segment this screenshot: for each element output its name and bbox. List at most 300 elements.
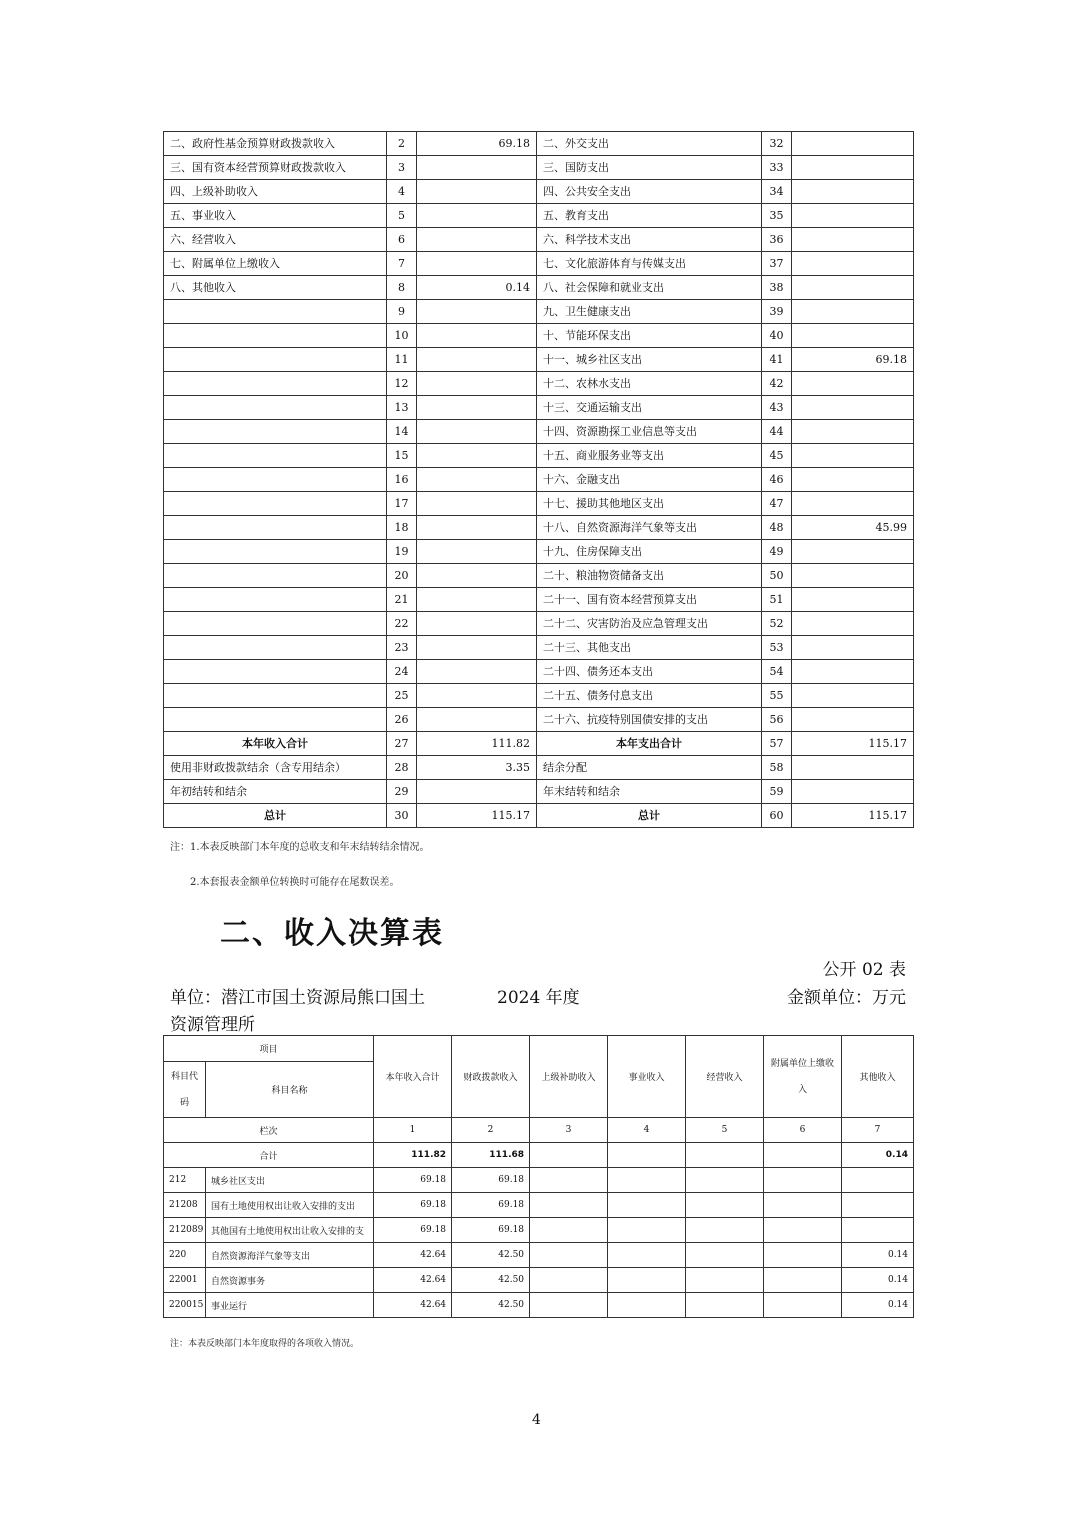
- expense-line-number: 58: [762, 756, 792, 780]
- table-row: [164, 396, 914, 420]
- income-amount: [417, 156, 537, 180]
- expense-item: 七、文化旅游体育与传媒支出: [537, 252, 762, 276]
- expense-item: 二十一、国有资本经营预算支出: [537, 588, 762, 612]
- income-item: [164, 372, 387, 396]
- expense-item: 九、卫生健康支出: [537, 300, 762, 324]
- expense-line-number: 49: [762, 540, 792, 564]
- income-amount: [417, 228, 537, 252]
- income-value: 42.50: [452, 1268, 530, 1293]
- header-col-4: 事业收入: [608, 1036, 686, 1118]
- income-line-number: 22: [387, 612, 417, 636]
- header-project: 项目: [164, 1036, 374, 1062]
- expense-line-number: 50: [762, 564, 792, 588]
- expense-item: 三、国防支出: [537, 156, 762, 180]
- income-value: [764, 1293, 842, 1318]
- income-amount: [417, 492, 537, 516]
- income-value: [842, 1218, 914, 1243]
- income-amount: 115.17: [417, 804, 537, 828]
- income-value: 69.18: [374, 1193, 452, 1218]
- expense-line-number: 40: [762, 324, 792, 348]
- expense-line-number: 51: [762, 588, 792, 612]
- expense-line-number: 42: [762, 372, 792, 396]
- income-value: [764, 1218, 842, 1243]
- income-line-number: 18: [387, 516, 417, 540]
- col-num-2: 2: [452, 1118, 530, 1143]
- expense-amount: [792, 468, 914, 492]
- expense-item: 二十五、债务付息支出: [537, 684, 762, 708]
- expense-line-number: 32: [762, 132, 792, 156]
- table-row: [164, 1168, 914, 1193]
- income-item: 三、国有资本经营预算财政拨款收入: [164, 156, 387, 180]
- income-line-number: 30: [387, 804, 417, 828]
- income-item: 五、事业收入: [164, 204, 387, 228]
- total-value-7: 0.14: [842, 1143, 914, 1168]
- income-item: 本年收入合计: [164, 732, 387, 756]
- expense-amount: [792, 564, 914, 588]
- header-col-2: 财政拨款收入: [452, 1036, 530, 1118]
- income-amount: [417, 612, 537, 636]
- expense-line-number: 36: [762, 228, 792, 252]
- table1-note-2: 2.本套报表金额单位转换时可能存在尾数误差。: [190, 877, 400, 888]
- expense-line-number: 38: [762, 276, 792, 300]
- income-item: [164, 300, 387, 324]
- income-value: [530, 1268, 608, 1293]
- table-row: [164, 660, 914, 684]
- table-row: [164, 1243, 914, 1268]
- income-line-number: 28: [387, 756, 417, 780]
- income-item: [164, 708, 387, 732]
- expense-line-number: 53: [762, 636, 792, 660]
- expense-line-number: 35: [762, 204, 792, 228]
- table-row: [164, 588, 914, 612]
- expense-amount: [792, 204, 914, 228]
- expense-item: 五、教育支出: [537, 204, 762, 228]
- subject-code: 220: [164, 1243, 206, 1268]
- expense-item: 八、社会保障和就业支出: [537, 276, 762, 300]
- header-col-1: 本年收入合计: [374, 1036, 452, 1118]
- expense-amount: [792, 396, 914, 420]
- income-amount: 69.18: [417, 132, 537, 156]
- header-col-5: 经营收入: [686, 1036, 764, 1118]
- income-item: 八、其他收入: [164, 276, 387, 300]
- income-line-number: 21: [387, 588, 417, 612]
- header-col-7: 其他收入: [842, 1036, 914, 1118]
- expense-amount: [792, 276, 914, 300]
- expense-amount: [792, 444, 914, 468]
- page-number: 4: [532, 1412, 541, 1428]
- income-item: [164, 684, 387, 708]
- income-value: 42.50: [452, 1293, 530, 1318]
- total-value-5: [686, 1143, 764, 1168]
- income-amount: [417, 684, 537, 708]
- income-line-number: 2: [387, 132, 417, 156]
- expense-item: 十八、自然资源海洋气象等支出: [537, 516, 762, 540]
- income-amount: [417, 588, 537, 612]
- income-value: [842, 1193, 914, 1218]
- subject-code: 212: [164, 1168, 206, 1193]
- expense-amount: [792, 636, 914, 660]
- expense-item: 十一、城乡社区支出: [537, 348, 762, 372]
- total-label: 合计: [164, 1143, 374, 1168]
- income-amount: [417, 420, 537, 444]
- income-value: [530, 1218, 608, 1243]
- expense-line-number: 46: [762, 468, 792, 492]
- income-item: [164, 492, 387, 516]
- income-item: 二、政府性基金预算财政拨款收入: [164, 132, 387, 156]
- income-amount: [417, 540, 537, 564]
- subject-name: 自然资源海洋气象等支出: [206, 1243, 374, 1268]
- subject-name: 城乡社区支出: [206, 1168, 374, 1193]
- income-value: [608, 1218, 686, 1243]
- income-value: [764, 1268, 842, 1293]
- unit-label: 单位：潜江市国土资源局熊口国土: [170, 988, 425, 1008]
- expense-item: 十四、资源勘探工业信息等支出: [537, 420, 762, 444]
- table-row: [164, 492, 914, 516]
- expense-item: 十七、援助其他地区支出: [537, 492, 762, 516]
- expense-line-number: 52: [762, 612, 792, 636]
- income-item: [164, 396, 387, 420]
- income-line-number: 9: [387, 300, 417, 324]
- expense-amount: [792, 492, 914, 516]
- expense-line-number: 56: [762, 708, 792, 732]
- table-row: [164, 252, 914, 276]
- income-amount: [417, 564, 537, 588]
- table-row: [164, 756, 914, 780]
- income-value: [608, 1293, 686, 1318]
- expense-item: 二十六、抗疫特别国债安排的支出: [537, 708, 762, 732]
- table-row: [164, 780, 914, 804]
- income-item: 年初结转和结余: [164, 780, 387, 804]
- income-line-number: 12: [387, 372, 417, 396]
- expense-line-number: 39: [762, 300, 792, 324]
- expense-item: 总计: [537, 804, 762, 828]
- expense-item: 十九、住房保障支出: [537, 540, 762, 564]
- table-row: [164, 564, 914, 588]
- header-col-6: 附属单位上缴收入: [764, 1036, 842, 1118]
- subject-code: 22001: [164, 1268, 206, 1293]
- income-value: 0.14: [842, 1293, 914, 1318]
- income-value: 42.50: [452, 1243, 530, 1268]
- income-value: 69.18: [452, 1218, 530, 1243]
- income-expense-summary-table: [163, 131, 914, 828]
- expense-amount: [792, 588, 914, 612]
- income-value: [686, 1193, 764, 1218]
- expense-line-number: 43: [762, 396, 792, 420]
- table-row: [164, 1293, 914, 1318]
- income-value: 69.18: [374, 1168, 452, 1193]
- income-line-number: 4: [387, 180, 417, 204]
- income-amount: [417, 348, 537, 372]
- expense-line-number: 45: [762, 444, 792, 468]
- income-value: [608, 1193, 686, 1218]
- total-value-1: 111.82: [374, 1143, 452, 1168]
- expense-amount: [792, 684, 914, 708]
- expense-amount: [792, 156, 914, 180]
- table-row: [164, 612, 914, 636]
- expense-amount: 45.99: [792, 516, 914, 540]
- income-item: [164, 636, 387, 660]
- income-line-number: 11: [387, 348, 417, 372]
- income-amount: [417, 252, 537, 276]
- income-line-number: 17: [387, 492, 417, 516]
- income-value: [608, 1268, 686, 1293]
- income-line-number: 5: [387, 204, 417, 228]
- income-amount: [417, 444, 537, 468]
- table-row: [164, 636, 914, 660]
- income-value: [686, 1268, 764, 1293]
- table-row: [164, 324, 914, 348]
- income-value: 0.14: [842, 1243, 914, 1268]
- total-value-3: [530, 1143, 608, 1168]
- expense-amount: [792, 228, 914, 252]
- table-row: [164, 204, 914, 228]
- income-item: 六、经营收入: [164, 228, 387, 252]
- expense-amount: 115.17: [792, 804, 914, 828]
- table-row: [164, 444, 914, 468]
- subject-name: 自然资源事务: [206, 1268, 374, 1293]
- income-value: [686, 1293, 764, 1318]
- income-value: [686, 1218, 764, 1243]
- expense-line-number: 44: [762, 420, 792, 444]
- income-item: 使用非财政拨款结余（含专用结余）: [164, 756, 387, 780]
- income-amount: [417, 708, 537, 732]
- income-value: 42.64: [374, 1293, 452, 1318]
- expense-amount: [792, 132, 914, 156]
- unit-label-line2: 资源管理所: [170, 1015, 255, 1035]
- income-amount: [417, 396, 537, 420]
- income-line-number: 10: [387, 324, 417, 348]
- subject-name: 其他国有土地使用权出让收入安排的支: [206, 1218, 374, 1243]
- income-amount: [417, 324, 537, 348]
- expense-amount: 115.17: [792, 732, 914, 756]
- income-line-number: 24: [387, 660, 417, 684]
- header-name: 科目名称: [206, 1062, 374, 1118]
- income-line-number: 15: [387, 444, 417, 468]
- income-value: 69.18: [374, 1218, 452, 1243]
- expense-amount: [792, 180, 914, 204]
- table-row: [164, 540, 914, 564]
- expense-amount: [792, 252, 914, 276]
- table-row: [164, 732, 914, 756]
- expense-item: 二、外交支出: [537, 132, 762, 156]
- income-value: 69.18: [452, 1193, 530, 1218]
- expense-amount: [792, 300, 914, 324]
- income-value: [764, 1193, 842, 1218]
- income-amount: [417, 372, 537, 396]
- table1-note-1: 注：1.本表反映部门本年度的总收支和年末结转结余情况。: [170, 842, 430, 853]
- expense-line-number: 57: [762, 732, 792, 756]
- col-num-4: 4: [608, 1118, 686, 1143]
- expense-line-number: 41: [762, 348, 792, 372]
- expense-line-number: 59: [762, 780, 792, 804]
- table-row: [164, 132, 914, 156]
- subject-name: 国有土地使用权出让收入安排的支出: [206, 1193, 374, 1218]
- income-amount: [417, 300, 537, 324]
- income-value: [530, 1193, 608, 1218]
- expense-line-number: 55: [762, 684, 792, 708]
- table-row: [164, 1218, 914, 1243]
- income-item: 总计: [164, 804, 387, 828]
- col-num-3: 3: [530, 1118, 608, 1143]
- expense-amount: 69.18: [792, 348, 914, 372]
- subject-code: 212089: [164, 1218, 206, 1243]
- table-row: [164, 684, 914, 708]
- income-line-number: 23: [387, 636, 417, 660]
- table-row: [164, 516, 914, 540]
- income-amount: [417, 636, 537, 660]
- income-value: [686, 1168, 764, 1193]
- expense-item: 二十三、其他支出: [537, 636, 762, 660]
- income-line-number: 13: [387, 396, 417, 420]
- income-value: 69.18: [452, 1168, 530, 1193]
- total-value-6: [764, 1143, 842, 1168]
- income-amount: [417, 780, 537, 804]
- table-row: [164, 156, 914, 180]
- expense-item: 六、科学技术支出: [537, 228, 762, 252]
- income-amount: [417, 180, 537, 204]
- income-line-number: 27: [387, 732, 417, 756]
- amount-unit: 金额单位：万元: [787, 988, 906, 1008]
- subject-code: 21208: [164, 1193, 206, 1218]
- expense-line-number: 34: [762, 180, 792, 204]
- subject-name: 事业运行: [206, 1293, 374, 1318]
- expense-item: 本年支出合计: [537, 732, 762, 756]
- col-num-5: 5: [686, 1118, 764, 1143]
- expense-amount: [792, 756, 914, 780]
- table-row: [164, 228, 914, 252]
- expense-item: 十、节能环保支出: [537, 324, 762, 348]
- income-amount: 111.82: [417, 732, 537, 756]
- table-row: [164, 1268, 914, 1293]
- income-value: [686, 1243, 764, 1268]
- table-row: [164, 372, 914, 396]
- income-line-number: 20: [387, 564, 417, 588]
- form-number: 公开 02 表: [822, 960, 906, 980]
- col-num-1: 1: [374, 1118, 452, 1143]
- col-num-7: 7: [842, 1118, 914, 1143]
- expense-amount: [792, 324, 914, 348]
- income-value: [764, 1168, 842, 1193]
- expense-item: 二十、粮油物资储备支出: [537, 564, 762, 588]
- section-title: 二、收入决算表: [220, 916, 444, 951]
- expense-amount: [792, 540, 914, 564]
- expense-item: 十三、交通运输支出: [537, 396, 762, 420]
- expense-item: 十六、金融支出: [537, 468, 762, 492]
- income-amount: [417, 204, 537, 228]
- income-line-number: 19: [387, 540, 417, 564]
- expense-line-number: 33: [762, 156, 792, 180]
- header-lanci: 栏次: [164, 1118, 374, 1143]
- expense-amount: [792, 660, 914, 684]
- table-row: [164, 708, 914, 732]
- income-amount: [417, 660, 537, 684]
- expense-item: 年末结转和结余: [537, 780, 762, 804]
- income-value: [530, 1168, 608, 1193]
- income-value: 0.14: [842, 1268, 914, 1293]
- income-item: [164, 660, 387, 684]
- income-item: [164, 324, 387, 348]
- table2-note: 注：本表反映部门本年度取得的各项收入情况。: [170, 1339, 360, 1349]
- income-item: [164, 612, 387, 636]
- expense-item: 十五、商业服务业等支出: [537, 444, 762, 468]
- income-item: [164, 540, 387, 564]
- expense-item: 四、公共安全支出: [537, 180, 762, 204]
- expense-amount: [792, 372, 914, 396]
- total-value-4: [608, 1143, 686, 1168]
- income-item: [164, 444, 387, 468]
- income-line-number: 8: [387, 276, 417, 300]
- income-value: [608, 1168, 686, 1193]
- header-code: 科目代码: [164, 1062, 206, 1118]
- expense-line-number: 37: [762, 252, 792, 276]
- income-amount: [417, 468, 537, 492]
- expense-amount: [792, 708, 914, 732]
- income-line-number: 6: [387, 228, 417, 252]
- income-item: 七、附属单位上缴收入: [164, 252, 387, 276]
- table-row: [164, 300, 914, 324]
- income-line-number: 26: [387, 708, 417, 732]
- col-num-6: 6: [764, 1118, 842, 1143]
- expense-line-number: 54: [762, 660, 792, 684]
- table-row: [164, 804, 914, 828]
- expense-line-number: 48: [762, 516, 792, 540]
- total-value-2: 111.68: [452, 1143, 530, 1168]
- subject-code: 220015: [164, 1293, 206, 1318]
- expense-amount: [792, 780, 914, 804]
- expense-item: 二十二、灾害防治及应急管理支出: [537, 612, 762, 636]
- income-item: [164, 564, 387, 588]
- income-amount: 0.14: [417, 276, 537, 300]
- table-row: [164, 348, 914, 372]
- income-line-number: 16: [387, 468, 417, 492]
- fiscal-year: 2024 年度: [497, 988, 580, 1008]
- income-amount: [417, 516, 537, 540]
- income-value: 42.64: [374, 1268, 452, 1293]
- table-row: [164, 420, 914, 444]
- income-line-number: 7: [387, 252, 417, 276]
- expense-item: 二十四、债务还本支出: [537, 660, 762, 684]
- expense-line-number: 47: [762, 492, 792, 516]
- income-line-number: 25: [387, 684, 417, 708]
- table-row: [164, 276, 914, 300]
- table-row: [164, 1193, 914, 1218]
- income-item: [164, 588, 387, 612]
- income-value: [764, 1243, 842, 1268]
- header-col-3: 上级补助收入: [530, 1036, 608, 1118]
- income-final-account-table: [163, 1035, 914, 1318]
- income-amount: 3.35: [417, 756, 537, 780]
- expense-amount: [792, 420, 914, 444]
- expense-amount: [792, 612, 914, 636]
- expense-item: 结余分配: [537, 756, 762, 780]
- income-item: [164, 348, 387, 372]
- income-item: [164, 468, 387, 492]
- income-value: [608, 1243, 686, 1268]
- income-line-number: 29: [387, 780, 417, 804]
- income-item: [164, 516, 387, 540]
- expense-item: 十二、农林水支出: [537, 372, 762, 396]
- table-row: [164, 180, 914, 204]
- income-item: [164, 420, 387, 444]
- income-item: 四、上级补助收入: [164, 180, 387, 204]
- income-value: [530, 1293, 608, 1318]
- income-line-number: 3: [387, 156, 417, 180]
- income-value: 42.64: [374, 1243, 452, 1268]
- income-line-number: 14: [387, 420, 417, 444]
- income-value: [842, 1168, 914, 1193]
- income-value: [530, 1243, 608, 1268]
- expense-line-number: 60: [762, 804, 792, 828]
